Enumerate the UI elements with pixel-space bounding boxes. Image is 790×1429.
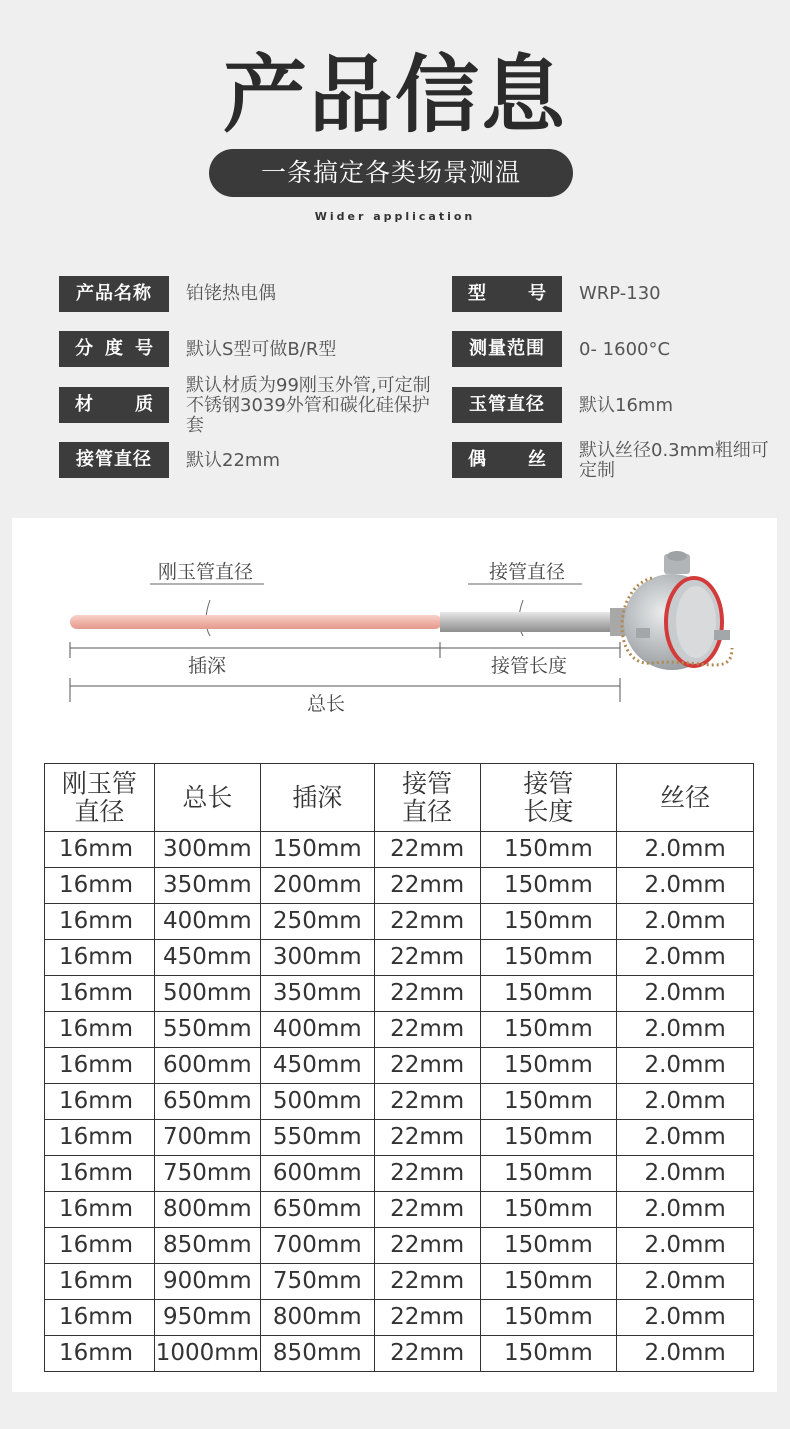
spec-label-graduation: [59, 331, 169, 367]
table-cell: 150mm: [480, 1012, 617, 1048]
table-cell: 22mm: [374, 1048, 480, 1084]
table-cell: 16mm: [45, 832, 155, 868]
header-insertion-depth: 插深: [260, 764, 374, 832]
table-cell: 16mm: [45, 1264, 155, 1300]
table-cell: 750mm: [154, 1156, 260, 1192]
table-cell: 2.0mm: [617, 1012, 754, 1048]
table-cell: 200mm: [260, 868, 374, 904]
header-pipe-diameter: [374, 764, 480, 832]
spec-label-material-text: 材 质: [75, 394, 153, 415]
table-cell: 450mm: [154, 940, 260, 976]
product-panel: [12, 518, 777, 1392]
table-cell: 22mm: [374, 904, 480, 940]
table-cell: 22mm: [374, 868, 480, 904]
spec-label-wire: [452, 442, 562, 478]
pipe-diameter-label: 接管直径: [489, 561, 566, 583]
subtitle-english: Wider application: [314, 210, 476, 223]
page-title: 产品信息: [222, 46, 567, 144]
table-cell: 700mm: [154, 1120, 260, 1156]
subtitle-banner: 一条搞定各类场景测温: [209, 149, 573, 197]
table-cell: 16mm: [45, 904, 155, 940]
table-cell: 150mm: [480, 1192, 617, 1228]
pipe-length-label: 接管长度: [491, 655, 568, 677]
tube-diameter-label: 刚玉管直径: [158, 561, 254, 583]
table-cell: 350mm: [154, 868, 260, 904]
table-cell: 650mm: [154, 1084, 260, 1120]
table-row: [45, 904, 754, 940]
spec-value-wire: 默认丝径0.3mm粗细可定制: [579, 440, 769, 481]
table-cell: 250mm: [260, 904, 374, 940]
table-cell: 22mm: [374, 1012, 480, 1048]
table-cell: 150mm: [480, 832, 617, 868]
table-cell: 16mm: [45, 976, 155, 1012]
header-tube-diameter-text: 刚玉管直径: [61, 768, 137, 826]
thermocouple-diagram: [12, 518, 777, 738]
header-pipe-diameter-text: 接管直径: [402, 768, 453, 826]
table-cell: 16mm: [45, 1156, 155, 1192]
table-cell: 16mm: [45, 1084, 155, 1120]
junction-head: [624, 551, 730, 670]
spec-label-model: [452, 276, 562, 312]
table-cell: 16mm: [45, 1048, 155, 1084]
table-cell: 400mm: [260, 1012, 374, 1048]
table-cell: 22mm: [374, 1192, 480, 1228]
table-header-row: [45, 764, 754, 832]
table-row: [45, 1300, 754, 1336]
table-row: [45, 1048, 754, 1084]
thermocouple-drawing: [12, 518, 777, 738]
table-cell: 700mm: [260, 1228, 374, 1264]
table-cell: 800mm: [260, 1300, 374, 1336]
header-tube-diameter: [45, 764, 155, 832]
table-cell: 300mm: [154, 832, 260, 868]
table-cell: 22mm: [374, 1084, 480, 1120]
table-cell: 2.0mm: [617, 1156, 754, 1192]
table-cell: 22mm: [374, 976, 480, 1012]
spec-value-model: WRP-130: [579, 283, 661, 304]
size-table: [44, 763, 754, 1372]
header-pipe-length: [480, 764, 617, 832]
table-cell: 150mm: [480, 1084, 617, 1120]
table-cell: 150mm: [480, 1336, 617, 1372]
table-row: [45, 1228, 754, 1264]
table-cell: 550mm: [260, 1120, 374, 1156]
table-cell: 2.0mm: [617, 832, 754, 868]
header-total-length: 总长: [154, 764, 260, 832]
table-cell: 2.0mm: [617, 1120, 754, 1156]
table-cell: 22mm: [374, 832, 480, 868]
table-row: [45, 868, 754, 904]
table-cell: 16mm: [45, 1012, 155, 1048]
table-cell: 650mm: [260, 1192, 374, 1228]
table-cell: 150mm: [480, 940, 617, 976]
table-cell: 2.0mm: [617, 904, 754, 940]
table-row: [45, 1084, 754, 1120]
spec-label-pipe-diameter: 接管直径: [59, 442, 169, 478]
table-cell: 150mm: [480, 1228, 617, 1264]
table-cell: 2.0mm: [617, 1336, 754, 1372]
table-cell: 16mm: [45, 1228, 155, 1264]
table-cell: 2.0mm: [617, 1048, 754, 1084]
table-cell: 350mm: [260, 976, 374, 1012]
insertion-depth-label: 插深: [188, 655, 227, 677]
table-cell: 22mm: [374, 1264, 480, 1300]
table-cell: 150mm: [480, 1048, 617, 1084]
table-row: [45, 1012, 754, 1048]
table-cell: 22mm: [374, 940, 480, 976]
spec-value-pipe-diameter: 默认22mm: [186, 450, 280, 471]
table-cell: 2.0mm: [617, 868, 754, 904]
header-wire-diameter: 丝径: [617, 764, 754, 832]
table-body: [45, 832, 754, 1372]
table-cell: 150mm: [480, 1156, 617, 1192]
table-cell: 22mm: [374, 1120, 480, 1156]
table-cell: 500mm: [154, 976, 260, 1012]
table-cell: 16mm: [45, 1336, 155, 1372]
table-cell: 450mm: [260, 1048, 374, 1084]
spec-label-graduation-text: 分 度 号: [75, 338, 153, 359]
spec-label-product-name: 产品名称: [59, 276, 169, 312]
table-row: [45, 940, 754, 976]
spec-value-product-name: 铂铑热电偶: [186, 283, 276, 304]
header-pipe-length-text: 接管长度: [523, 768, 574, 826]
table-cell: 550mm: [154, 1012, 260, 1048]
table-cell: 150mm: [480, 868, 617, 904]
table-cell: 150mm: [480, 1300, 617, 1336]
table-row: [45, 1264, 754, 1300]
table-cell: 800mm: [154, 1192, 260, 1228]
table-cell: 850mm: [154, 1228, 260, 1264]
table-cell: 850mm: [260, 1336, 374, 1372]
table-cell: 22mm: [374, 1156, 480, 1192]
table-row: [45, 832, 754, 868]
table-cell: 750mm: [260, 1264, 374, 1300]
table-cell: 16mm: [45, 868, 155, 904]
total-length-label: 总长: [307, 693, 346, 715]
table-cell: 150mm: [480, 904, 617, 940]
table-cell: 150mm: [480, 1120, 617, 1156]
spec-label-material: [59, 387, 169, 423]
table-cell: 22mm: [374, 1336, 480, 1372]
spec-label-model-text: 型 号: [468, 283, 546, 304]
table-cell: 1000mm: [154, 1336, 260, 1372]
spec-value-tube-diameter: 默认16mm: [579, 395, 673, 416]
table-row: [45, 1156, 754, 1192]
table-cell: 900mm: [154, 1264, 260, 1300]
table-cell: 2.0mm: [617, 1300, 754, 1336]
ceramic-tube: [70, 615, 442, 629]
table-cell: 600mm: [260, 1156, 374, 1192]
table-cell: 400mm: [154, 904, 260, 940]
spec-label-tube-diameter: 玉管直径: [452, 387, 562, 423]
spec-value-range: 0- 1600°C: [579, 339, 671, 360]
table-cell: 150mm: [480, 1264, 617, 1300]
table-cell: 22mm: [374, 1300, 480, 1336]
table-cell: 16mm: [45, 1300, 155, 1336]
table-cell: 2.0mm: [617, 1228, 754, 1264]
table-row: [45, 976, 754, 1012]
spec-label-wire-text: 偶 丝: [468, 449, 546, 470]
table-cell: 950mm: [154, 1300, 260, 1336]
table-cell: 150mm: [480, 976, 617, 1012]
spec-value-material: 默认材质为99刚玉外管,可定制不锈钢3039外管和碳化硅保护套: [186, 375, 431, 436]
table-cell: 2.0mm: [617, 1264, 754, 1300]
spec-value-graduation: 默认S型可做B/R型: [186, 339, 337, 360]
table-cell: 16mm: [45, 1120, 155, 1156]
table-cell: 16mm: [45, 1192, 155, 1228]
steel-pipe: [440, 612, 620, 632]
table-row: [45, 1120, 754, 1156]
table-cell: 600mm: [154, 1048, 260, 1084]
table-cell: 300mm: [260, 940, 374, 976]
table-cell: 2.0mm: [617, 1192, 754, 1228]
table-row: [45, 1192, 754, 1228]
table-cell: 500mm: [260, 1084, 374, 1120]
spec-label-range: 测量范围: [452, 331, 562, 367]
table-cell: 22mm: [374, 1228, 480, 1264]
table-cell: 2.0mm: [617, 976, 754, 1012]
table-cell: 16mm: [45, 940, 155, 976]
table-row: [45, 1336, 754, 1372]
table-cell: 2.0mm: [617, 1084, 754, 1120]
table-cell: 2.0mm: [617, 940, 754, 976]
table-cell: 150mm: [260, 832, 374, 868]
